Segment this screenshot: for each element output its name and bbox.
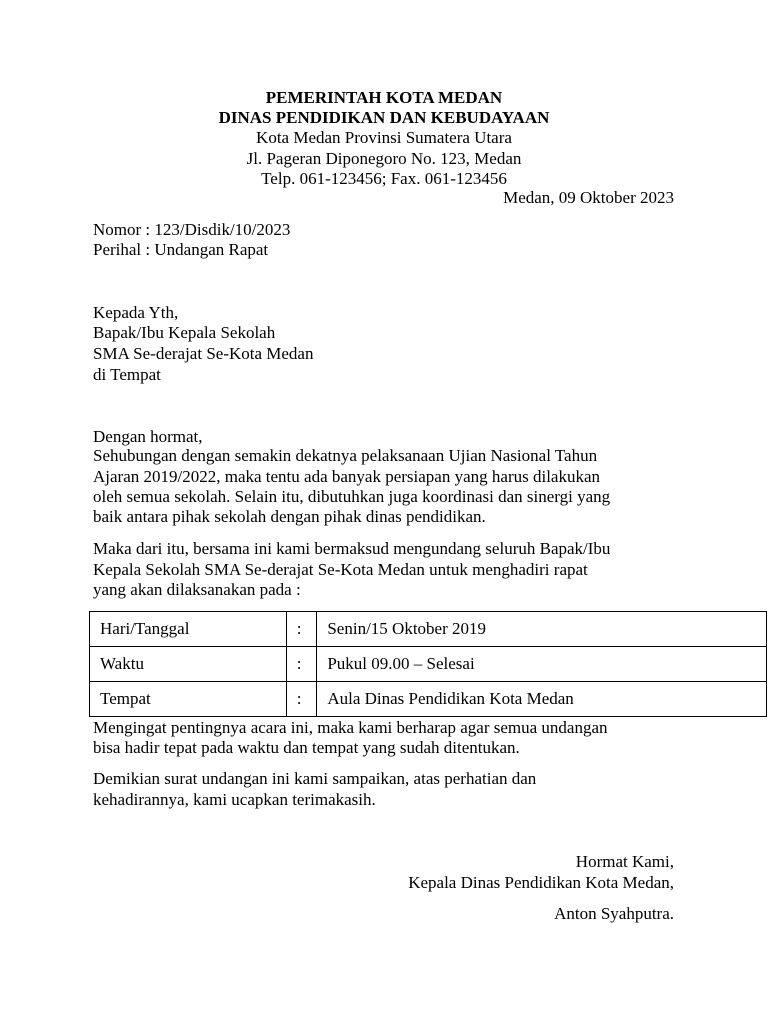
letterhead-department: DINAS PENDIDIKAN DAN KEBUDAYAAN	[218, 108, 550, 127]
paragraph-2-line: Kepala Sekolah SMA Se-derajat Se-Kota Medan untuk menghadiri rapat	[93, 560, 588, 579]
letterhead-contact: Telp. 061-123456; Fax. 061-123456	[261, 169, 507, 188]
letter-subject: Perihal : Undangan Rapat	[93, 240, 269, 259]
paragraph-2-line: Maka dari itu, bersama ini kami bermaksud mengundang seluruh Bapak/Ibu	[93, 539, 611, 558]
closing-regards: Hormat Kami,	[575, 852, 674, 871]
paragraph-1-line: Sehubungan dengan semakin dekatnya pelaksanaan Ujian Nasional Tahun	[93, 446, 598, 465]
table-row	[90, 682, 767, 717]
schedule-label: Hari/Tanggal	[90, 612, 287, 647]
paragraph-1-line: baik antara pihak sekolah dengan pihak dinas pendidikan.	[93, 507, 486, 526]
table-row	[90, 612, 767, 647]
signer-name: Anton Syahputra.	[554, 904, 674, 923]
schedule-separator: :	[286, 647, 317, 682]
schedule-value: Senin/15 Oktober 2019	[317, 612, 767, 647]
schedule-table	[89, 611, 767, 717]
schedule-label: Tempat	[90, 682, 287, 717]
letter-number: Nomor : 123/Disdik/10/2023	[93, 220, 291, 239]
letterhead-region: Kota Medan Provinsi Sumatera Utara	[256, 128, 512, 147]
schedule-separator: :	[286, 682, 317, 717]
recipient-school: SMA Se-derajat Se-Kota Medan	[93, 344, 314, 363]
letterhead-address: Jl. Pageran Diponegoro No. 123, Medan	[246, 149, 522, 168]
schedule-value: Aula Dinas Pendidikan Kota Medan	[317, 682, 767, 717]
schedule-label: Waktu	[90, 647, 287, 682]
schedule-separator: :	[286, 612, 317, 647]
recipient-salutation: Kepada Yth,	[93, 303, 179, 322]
paragraph-4-line: kehadirannya, kami ucapkan terimakasih.	[93, 790, 376, 809]
paragraph-4-line: Demikian surat undangan ini kami sampaikan, atas perhatian dan	[93, 769, 537, 788]
paragraph-2-line: yang akan dilaksanakan pada :	[93, 580, 301, 599]
recipient-place: di Tempat	[93, 365, 161, 384]
table-row	[90, 647, 767, 682]
schedule-value: Pukul 09.00 – Selesai	[317, 647, 767, 682]
paragraph-3-line: bisa hadir tepat pada waktu dan tempat yang sudah ditentukan.	[93, 738, 520, 757]
closing-position: Kepala Dinas Pendidikan Kota Medan,	[408, 873, 674, 892]
letter-date: Medan, 09 Oktober 2023	[503, 188, 674, 207]
paragraph-1-line: oleh semua sekolah. Selain itu, dibutuhkan juga koordinasi dan sinergi yang	[93, 487, 611, 506]
greeting: Dengan hormat,	[93, 427, 203, 446]
recipient-title: Bapak/Ibu Kepala Sekolah	[93, 323, 276, 342]
letterhead-government: PEMERINTAH KOTA MEDAN	[265, 88, 503, 107]
paragraph-3-line: Mengingat pentingnya acara ini, maka kami berharap agar semua undangan	[93, 718, 608, 737]
paragraph-1-line: Ajaran 2019/2022, maka tentu ada banyak persiapan yang harus dilakukan	[93, 467, 601, 486]
